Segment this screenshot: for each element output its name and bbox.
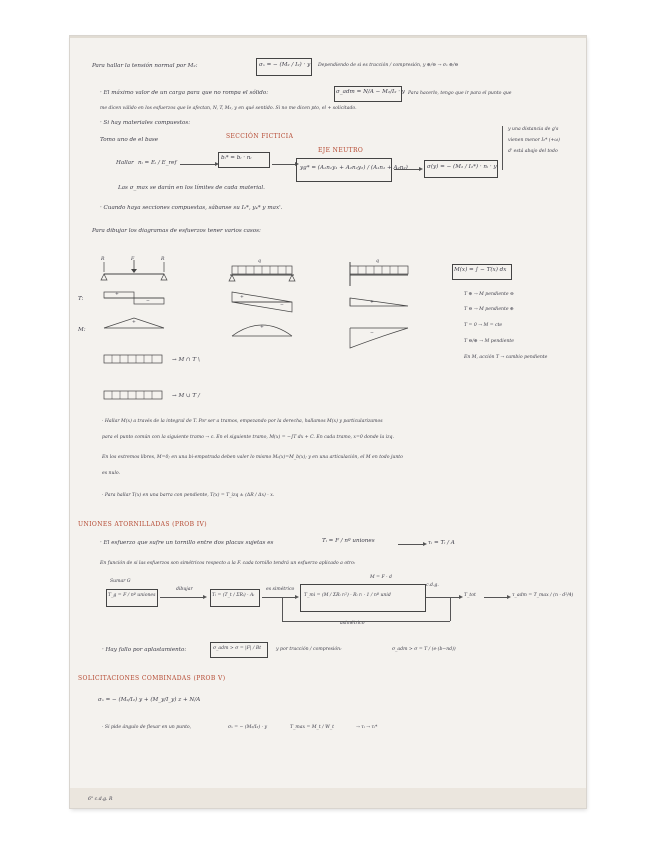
- text-line: · Si pide ángulo de flexar en un punto,: [102, 725, 192, 730]
- sign-label: −: [370, 331, 374, 336]
- arrow: [484, 597, 508, 598]
- connector: [450, 597, 451, 621]
- formula: τᵢ = Tᵢ / A: [428, 540, 455, 546]
- text-line: Hallar: [116, 160, 134, 166]
- formula: nᵢ = Eᵢ / E_ref: [138, 160, 177, 166]
- formula: τ_adm = T_max / (n · d²/4): [512, 593, 574, 598]
- sign-label: +: [115, 292, 119, 297]
- text-line: · Cuando haya secciones compuestas, sábanse su I₂*, y₄* y max'.: [100, 205, 283, 211]
- sign-label: −: [280, 303, 284, 308]
- text-line: · El máximo valor de un carga para que no rompa el sólido:: [100, 90, 269, 96]
- formula: → τᵢ → τᵢ*: [356, 725, 378, 730]
- heading-uniones: UNIONES ATORNILLADAS (PROB IV): [78, 521, 207, 528]
- arrow: [426, 597, 460, 598]
- load-rule: → M ∪ T /: [172, 393, 200, 399]
- rule-item: T ⊖/⊕ → M pendiente: [464, 339, 514, 344]
- load-label: q: [258, 259, 261, 264]
- formula: Tᵢ = (T_t / ΣRᵢ) · Aᵢ: [212, 593, 255, 598]
- formula: σ_adm > σ = |F| / Bt: [213, 646, 262, 651]
- label: dibujar: [176, 587, 193, 592]
- rule-item: T ⊖ → M pendiente ⊕: [464, 307, 514, 312]
- text-line: En función de si las esfuerzos son simétricos respecto a la F. cada tornillo tendrá un esfuerzo aplicado a otro:: [100, 561, 356, 566]
- rule-item: T ⊕ → M pendiente ⊖: [464, 292, 514, 297]
- text-line: · Si hay materiales compuestos:: [100, 120, 191, 126]
- label: Sumar G: [110, 579, 131, 584]
- formula: M(x) = ∫ − T(x) dx: [454, 267, 507, 273]
- sign-label: +: [260, 325, 264, 330]
- heading-sec-ficticia: SECCIÓN FICTICIA: [226, 133, 294, 140]
- text-line: · Para hallar T(x) en una barra con pendiente, T(x) = T_izq ± (ΔR / Δx) · x.: [102, 493, 275, 498]
- load-pattern-diagram: [102, 351, 166, 411]
- text-line: y por tracción / compresión:: [276, 647, 342, 652]
- formula: σₓ = − (M₂/I₂) · y: [228, 725, 268, 730]
- diagram-title: Para dibujar los diagramas de esfuerzos tener varios casos:: [92, 228, 261, 234]
- formula-box: [296, 158, 392, 182]
- label-moment: M:: [78, 327, 86, 333]
- cantilever-diagram: [346, 258, 416, 358]
- label: M = F · d: [370, 575, 392, 580]
- side-bracket: [502, 126, 503, 170]
- rule-item: En M, acción T → cambio pendiente: [464, 355, 548, 360]
- beam-distributed-load-diagram: [226, 258, 300, 344]
- arrow: [398, 544, 424, 545]
- label: asimétrico: [340, 621, 365, 626]
- text-line: es nulo.: [102, 471, 121, 476]
- text-line: me dicen válido en los esfuerzos que le afectan, N, T, M₂, y en qué sentido. Si no me dicen pto, el + solicitado.: [100, 106, 357, 111]
- sheet-top-edge: [70, 36, 586, 38]
- sign-label: +: [240, 295, 244, 300]
- formula: σ_adm = N/A − M₂/I₂ · y: [336, 89, 405, 95]
- heading-eje-neutro: EJE NEUTRO: [318, 147, 364, 154]
- formula: σ(y) = − (M₂ / I₂*) · nᵢ · y: [427, 164, 497, 170]
- connector: [282, 597, 283, 621]
- footer-text: 6° c.d.g. R: [88, 797, 113, 802]
- formula: σ_adm > σ = T / (e·(b−nd)): [392, 647, 456, 652]
- arrow: [180, 164, 216, 165]
- side-note: y una distancia de g's: [508, 127, 559, 132]
- label: T_tot: [464, 593, 476, 598]
- arrow: [272, 164, 296, 165]
- sign-label: +: [370, 300, 374, 305]
- side-note: d' está abajo del todo: [508, 149, 558, 154]
- reaction-label: R: [161, 257, 165, 262]
- text-line: Las σ_max se darán en los límites de cada material.: [118, 185, 265, 191]
- sign-label: −: [146, 299, 150, 304]
- text-line: Tomo uno de el base: [100, 137, 159, 143]
- load-label: F: [131, 257, 135, 262]
- formula: Tᵢ = F / nº uniones: [322, 538, 375, 544]
- rule-item: T = 0 → M = cte: [464, 323, 503, 328]
- load-rule: → M ∩ T \: [172, 357, 200, 363]
- text-line: Dependiendo de si es tracción / compresión, y ⊕/⊖ → σₓ ⊕/⊖: [318, 63, 459, 68]
- text-line: · El esfuerzo que sufre un tornillo entre dos placas sujetas es: [100, 540, 274, 546]
- heading-solicitaciones: SOLICITACIONES COMBINADAS (PROB V): [78, 675, 226, 682]
- reaction-label: R: [101, 257, 105, 262]
- formula: bᵢ* = bᵢ · nᵢ: [221, 155, 252, 161]
- text-line: para el punto común con la siguiente tramo → c. En el siguiente tramo, M(x) = −∫T dx + C. En cada tramo, x=0 donde la izq.: [102, 435, 394, 440]
- connector: [282, 621, 450, 622]
- notebook-sheet: [70, 36, 586, 808]
- formula: yg* = (A₁n₁y₁ + A₂n₂y₂) / (A₁n₁ + A₂n₂): [300, 165, 408, 171]
- label: es simétrico: [266, 587, 295, 592]
- load-label: q: [376, 259, 379, 264]
- formula: T_max = M_t / W_t: [290, 725, 334, 730]
- arrow: [394, 169, 420, 170]
- formula: T_g = F / nº uniones: [108, 593, 156, 598]
- label-shear: T:: [78, 296, 84, 302]
- text-line: Para hacerlo, tengo que ir para el punto que: [408, 91, 512, 96]
- arrow: [262, 597, 296, 598]
- sheet-bottom-band: [70, 788, 586, 808]
- text-line: En los extremos libres, M=0; en una bi-empotrada deben valer lo mismo Mₐ(x)=M_b(x); y en una articulación, el M en todo junto: [102, 455, 403, 460]
- text-line: · Hay fallo por aplastamiento:: [102, 647, 187, 653]
- label: c.d.g.: [426, 583, 439, 588]
- formula: σₓ = − (M₂/I₂) y + (M_y/I_y) z + N/A: [98, 697, 201, 703]
- arrow: [160, 597, 204, 598]
- text-line: Para hallar la tensión normal por M₂:: [92, 63, 198, 69]
- sign-label: +: [132, 320, 136, 325]
- formula: σₓ = − (M₂ / I₂) · y: [259, 62, 311, 68]
- side-note: vienen menor I₂* (+ω): [508, 138, 560, 143]
- formula: T_mi = (M / ΣRᵢ rᵢ²) · Rᵢ rᵢ · 1 / nº unid: [304, 593, 391, 598]
- text-line: · Hallar M(x) a través de la integral de T. Por ser a tramos, empezando por la derecha, hallamos M(x) y particularizamos: [102, 419, 383, 424]
